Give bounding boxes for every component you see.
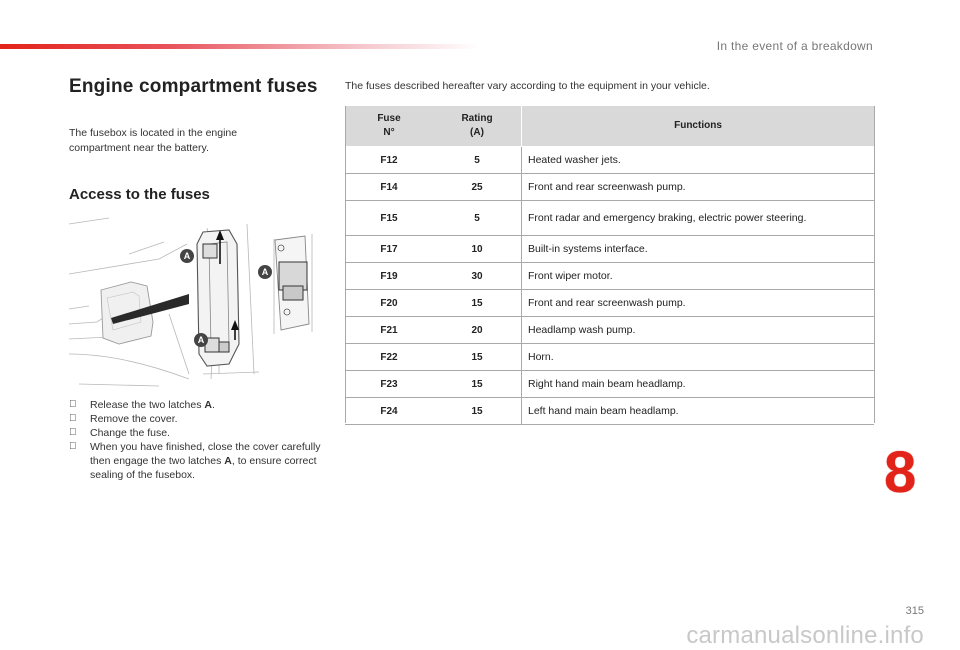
fuse-number: F20 (345, 290, 433, 317)
fuse-function: Headlamp wash pump. (522, 317, 875, 344)
fuse-function: Left hand main beam headlamp. (522, 398, 875, 425)
fuse-number: F21 (345, 317, 433, 344)
fuse-number: F14 (345, 174, 433, 201)
fuse-rating: 15 (433, 344, 522, 371)
page-title: Engine compartment fuses (69, 76, 318, 97)
fuse-rating: 20 (433, 317, 522, 344)
fuse-rating: 25 (433, 174, 522, 201)
fuse-number: F12 (345, 147, 433, 174)
bullet-icon (69, 398, 77, 412)
table-row (345, 398, 874, 425)
instruction-list (69, 398, 329, 482)
fuse-rating: 15 (433, 398, 522, 425)
fuse-rating: 15 (433, 371, 522, 398)
fuse-table (345, 106, 874, 425)
table-row (345, 174, 874, 201)
fuse-rating: 5 (433, 201, 522, 236)
table-row (345, 236, 874, 263)
latch-label: A (183, 251, 191, 261)
bullet-icon (69, 426, 77, 440)
fuse-function: Front wiper motor. (522, 263, 875, 290)
latch-detail (275, 236, 309, 330)
fuse-rating: 15 (433, 290, 522, 317)
fuse-function: Front radar and emergency braking, electric power steering. (522, 201, 875, 236)
fuse-function: Built-in systems interface. (522, 236, 875, 263)
table-header-row (345, 106, 874, 147)
fuse-number: F19 (345, 263, 433, 290)
latch-label: A (197, 335, 205, 345)
list-item: When you have finished, close the cover carefully then engage the two latches A, to ensure correct sealing of the fusebox. (69, 440, 329, 482)
section-title: In the event of a breakdown (716, 39, 873, 53)
latch-label: A (261, 267, 269, 277)
table-row (345, 371, 874, 398)
chapter-number: 8 (884, 440, 917, 505)
list-item: Release the two latches A. (69, 398, 329, 412)
fuse-function: Front and rear screenwash pump. (522, 174, 875, 201)
fuse-number: F17 (345, 236, 433, 263)
fuse-function: Right hand main beam headlamp. (522, 371, 875, 398)
fuse-number: F22 (345, 344, 433, 371)
access-heading: Access to the fuses (69, 186, 210, 203)
fuse-number: F23 (345, 371, 433, 398)
table-row (345, 263, 874, 290)
page-number: 315 (905, 605, 924, 617)
fuse-rating: 30 (433, 263, 522, 290)
header-fuse: Fuse N° (345, 106, 433, 147)
fuse-function: Front and rear screenwash pump. (522, 290, 875, 317)
fusebox-illustration (69, 214, 315, 388)
bullet-icon (69, 440, 77, 454)
bullet-icon (69, 412, 77, 426)
header-functions: Functions (522, 106, 875, 147)
fuse-function: Heated washer jets. (522, 147, 875, 174)
table-intro: The fuses described hereafter vary according to the equipment in your vehicle. (345, 80, 710, 92)
list-item: Remove the cover. (69, 412, 329, 426)
fuse-number: F24 (345, 398, 433, 425)
table-row (345, 344, 874, 371)
intro-paragraph: The fusebox is located in the engine compartment near the battery. (69, 127, 238, 154)
fuse-rating: 5 (433, 147, 522, 174)
fuse-rating: 10 (433, 236, 522, 263)
table-row (345, 317, 874, 344)
table-row (345, 201, 874, 236)
list-item: Change the fuse. (69, 426, 329, 440)
table-row (345, 147, 874, 174)
table-row (345, 290, 874, 317)
fuse-function: Horn. (522, 344, 875, 371)
header-accent-bar (0, 44, 480, 49)
header-rating: Rating (A) (433, 106, 522, 147)
fuse-number: F15 (345, 201, 433, 236)
watermark: carmanualsonline.info (686, 622, 924, 649)
